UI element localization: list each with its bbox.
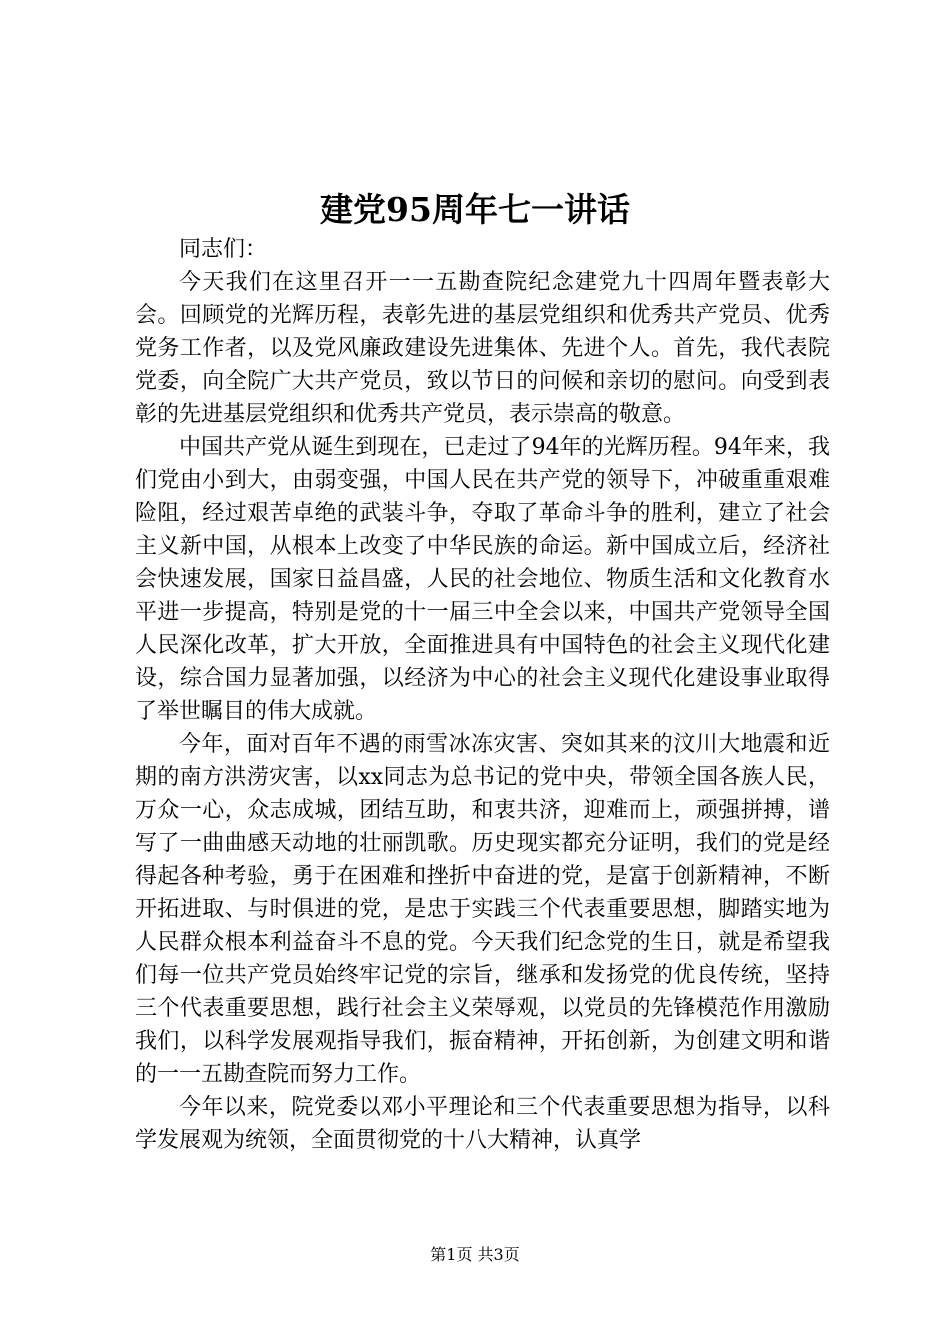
page-footer: 第1页 共3页: [430, 1245, 520, 1264]
document-title: 建党95周年七一讲话: [320, 190, 630, 229]
paragraph-salutation: 同志们：: [179, 237, 268, 262]
paragraph: 今年以来，院党委以邓小平理论和三个代表重要思想为指导，以科学发展观为统领，全面贯彻党的十八大精神，认真学: [135, 1095, 830, 1153]
paragraph: 今年，面对百年不遇的雨雪冰冻灾害、突如其来的汶川大地震和近期的南方洪涝灾害，以xx同志为总书记的党中央，带领全国各族人民，万众一心，众志成城，团结互助，和衷共济，迎难而上，顽强拼搏，谱写了一曲曲感天动地的壮丽凯歌。历史现实都充分证明，我们的党是经得起各种考验，勇于在困难和挫折中奋进的党，是富于创新精神，不断开拓进取、与时俱进的党，是忠于实践三个代表重要思想，脚踏实地为人民群众根本利益奋斗不息的党。今天我们纪念党的生日，就是希望我们每一位共产党员始终牢记党的宗旨，继承和发扬党的优良传统，坚持三个代表重要思想，践行社会主义荣辱观，以党员的先锋模范作用激励我们，以科学发展观指导我们，振奋精神，开拓创新，为创建文明和谐的一一五勘查院而努力工作。: [135, 732, 830, 1087]
document-body: [135, 233, 830, 1157]
paragraph: 中国共产党从诞生到现在，已走过了94年的光辉历程。94年来，我们党由小到大，由弱变强，中国人民在共产党的领导下，冲破重重艰难险阻，经过艰苦卓绝的武装斗争，夺取了革命斗争的胜利，建立了社会主义新中国，从根本上改变了中华民族的命运。新中国成立后，经济社会快速发展，国家日益昌盛，人民的社会地位、物质生活和文化教育水平进一步提高，特别是党的十一届三中全会以来，中国共产党领导全国人民深化改革，扩大开放，全面推进具有中国特色的社会主义现代化建设，综合国力显著加强，以经济为中心的社会主义现代化建设事业取得了举世瞩目的伟大成就。: [135, 435, 830, 724]
paragraph: 今天我们在这里召开一一五勘查院纪念建党九十四周年暨表彰大会。回顾党的光辉历程，表彰先进的基层党组织和优秀共产党员、优秀党务工作者，以及党风廉政建设先进集体、先进个人。首先，我代表院党委，向全院广大共产党员，致以节日的问候和亲切的慰问。向受到表彰的先进基层党组织和优秀共产党员，表示崇高的敬意。: [135, 270, 830, 427]
